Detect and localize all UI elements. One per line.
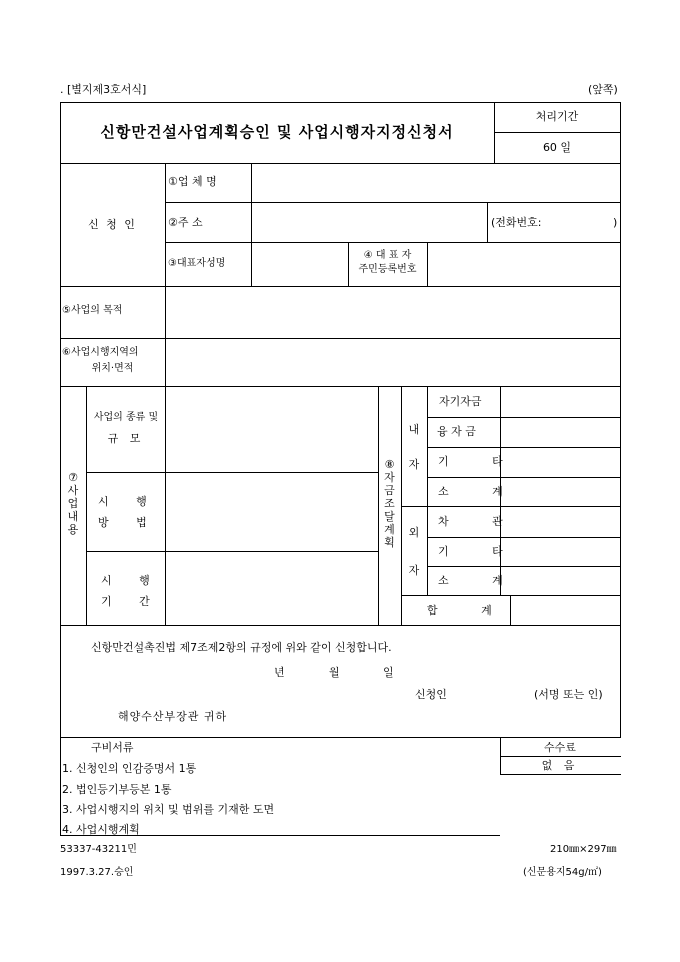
paper-type: (신문용지54g/㎡) (523, 867, 602, 878)
declaration-statement: 신항만건설촉진법 제7조제2항의 규정에 위와 같이 신청합니다. (91, 641, 392, 654)
form-title: 신항만건설사업계획승인 및 사업시행자지정신청서 (100, 123, 454, 141)
fee-value: 없 음 (541, 759, 579, 772)
company-name-label: ①업 체 명 (168, 175, 217, 188)
location-field[interactable] (166, 339, 619, 385)
address-field[interactable] (252, 203, 486, 241)
type-scale-field[interactable] (166, 387, 377, 471)
signature-or-seal-label: (서명 또는 인) (534, 688, 603, 701)
type-scale-label-1: 사업의 종류 및 (93, 412, 159, 423)
method-field[interactable] (166, 473, 377, 550)
external-funds-label-2: 자 (408, 564, 420, 577)
type-scale-label-2: 규 모 (107, 432, 145, 445)
internal-other-field[interactable] (501, 448, 619, 476)
period-label-2: 기 간 (101, 595, 162, 608)
internal-subtotal-label: 소 계 (438, 485, 523, 498)
form-code: 53337-43211민 (60, 844, 137, 855)
external-funds-label-1: 외 (408, 526, 420, 539)
location-label-1: ⑥사업시행지역의 (62, 347, 139, 358)
processing-period-value: 60 일 (542, 141, 572, 154)
declaration-day: 일 (383, 666, 394, 679)
loan-field[interactable] (501, 418, 619, 446)
internal-funds-label-1: 내 (408, 423, 420, 436)
external-other-field[interactable] (501, 538, 619, 565)
declaration-month: 월 (329, 666, 340, 679)
foreign-loan-field[interactable] (501, 507, 619, 536)
purpose-field[interactable] (166, 287, 619, 337)
funding-plan-group-label: ⑧ 자 금 조 달 계 획 (384, 458, 395, 549)
fee-label: 수수료 (544, 741, 576, 754)
approval-date: 1997.3.27.승인 (60, 867, 134, 878)
internal-subtotal-field[interactable] (501, 478, 619, 505)
document-item: 2. 법인등기부등본 1통 (62, 783, 172, 796)
project-content-group-label: ⑦ 사 업 내 용 (67, 471, 79, 536)
document-item: 3. 사업시행지의 위치 및 범위를 기재한 도면 (62, 803, 275, 816)
loan-label: 융 자 금 (437, 425, 476, 438)
document-item: 4. 사업시행계획 (62, 823, 140, 836)
applicant-group-label: 신 청 인 (88, 218, 137, 231)
address-label: ②주 소 (168, 216, 203, 229)
representative-id-label-2: 주민등록번호 (358, 264, 417, 275)
internal-funds-label-2: 자 (408, 458, 420, 471)
form-number: . [별지제3호서식] (60, 83, 147, 96)
period-label-1: 시 행 (101, 574, 162, 587)
processing-period-label: 처리기간 (535, 110, 579, 123)
external-subtotal-field[interactable] (501, 567, 619, 594)
applicant-signature-label: 신청인 (415, 688, 447, 701)
own-capital-field[interactable] (501, 387, 619, 416)
period-field[interactable] (166, 552, 377, 624)
company-name-field[interactable] (252, 164, 619, 201)
representative-name-label: ③대표자성명 (168, 258, 226, 269)
external-subtotal-label: 소 계 (438, 574, 523, 587)
method-label-2: 방 법 (98, 516, 159, 529)
phone-close: ) (613, 216, 618, 229)
method-label-1: 시 행 (98, 495, 159, 508)
total-field[interactable] (511, 596, 619, 624)
representative-id-label-1: ④ 대 표 자 (363, 250, 412, 261)
representative-name-field[interactable] (252, 243, 347, 285)
total-label: 합 계 (427, 604, 512, 617)
location-label-2: 위치·면적 (91, 363, 134, 374)
page-side-label: (앞쪽) (588, 83, 618, 96)
external-other-label: 기 타 (438, 545, 523, 558)
declaration-year: 년 (274, 666, 285, 679)
internal-other-label: 기 타 (438, 455, 523, 468)
own-capital-label: 자기자금 (439, 395, 482, 408)
foreign-loan-label: 차 관 (438, 515, 523, 528)
document-item: 1. 신청인의 인감증명서 1통 (62, 762, 197, 775)
representative-id-field[interactable] (428, 243, 619, 285)
phone-label: (전화번호: (491, 216, 542, 229)
paper-size: 210㎜×297㎜ (550, 844, 617, 855)
addressee: 해양수산부장관 귀하 (118, 710, 228, 723)
purpose-label: ⑤사업의 목적 (62, 305, 123, 316)
required-documents-label: 구비서류 (91, 741, 134, 754)
